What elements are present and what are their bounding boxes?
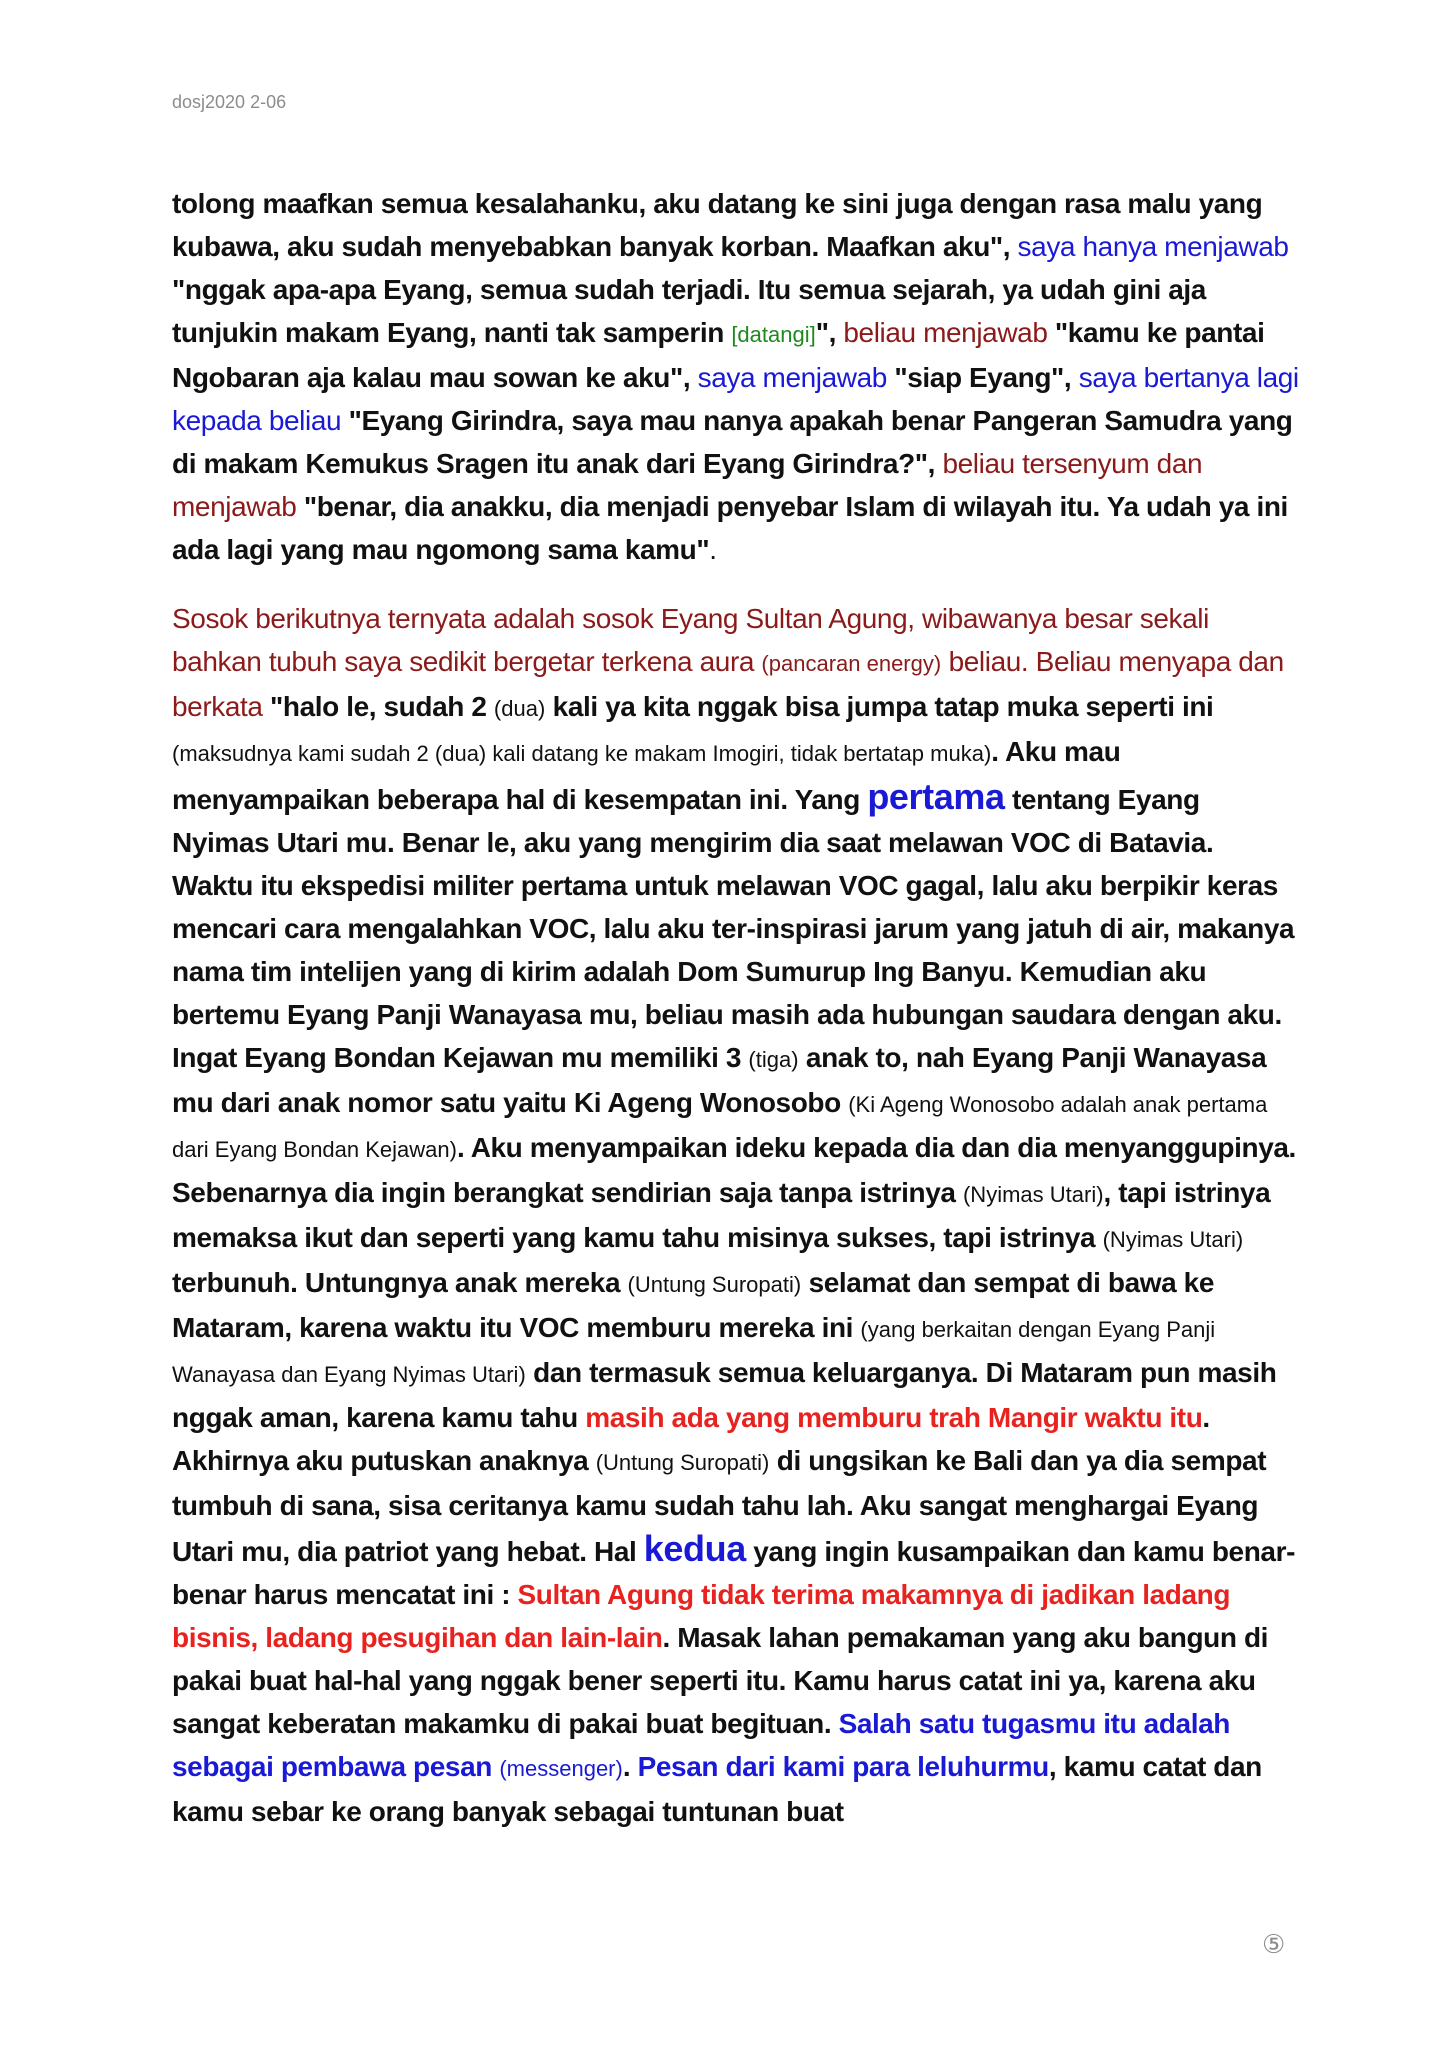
text-run: saya bertanya lagi kepada beliau <box>172 362 1299 436</box>
text-run: Sosok berikutnya ternyata adalah sosok Eyang Sultan Agung, wibawanya besar sekali bahkan tubuh saya sedikit bergetar terkena aura <box>172 603 1209 677</box>
text-run: "siap Eyang", <box>894 362 1079 393</box>
page-number: ⑤ <box>1262 1930 1286 1960</box>
text-run: [datangi] <box>731 322 816 347</box>
body-text <box>172 182 1300 1833</box>
text-run: tentang Eyang Nyimas Utari mu. Benar le, aku yang mengirim dia saat melawan VOC di Batavia. Waktu itu ekspedisi militer pertama untuk melawan VOC gagal, lalu aku berpikir keras mencari cara mengalahkan VOC, lalu aku ter-inspirasi jarum yang jatuh di air, makanya nama tim intelijen yang di kirim adalah Dom Sumurup Ing Banyu. Kemudian aku bertemu Eyang Panji Wanayasa mu, beliau masih ada hubungan saudara dengan aku. Ingat Eyang Bondan Kejawan mu memiliki 3 <box>172 784 1295 1073</box>
paragraph <box>172 182 1300 571</box>
text-run: selamat dan sempat di bawa ke Mataram, karena waktu itu VOC memburu mereka ini <box>172 1267 1215 1343</box>
text-run: (tiga) <box>748 1047 799 1072</box>
text-run: beliau. Beliau menyapa dan berkata <box>172 646 1284 722</box>
text-run: saya menjawab <box>697 362 895 393</box>
text-run: Salah satu tugasmu itu adalah sebagai pembawa pesan <box>172 1708 1230 1782</box>
text-run: . Masak lahan pemakaman yang aku bangun di pakai buat hal-hal yang nggak bener seperti itu. Kamu harus catat ini ya, karena aku sangat keberatan makamku di pakai buat begituan. <box>172 1622 1269 1739</box>
text-run: tolong maafkan semua kesalahanku, aku datang ke sini juga dengan rasa malu yang kubawa, aku sudah menyebabkan banyak korban. Maafkan aku", <box>172 188 1263 262</box>
text-run: kali ya kita nggak bisa jumpa tatap muka seperti ini <box>545 691 1214 722</box>
text-run: di ungsikan ke Bali dan ya dia sempat tumbuh di sana, sisa ceritanya kamu sudah tahu lah. Aku sangat menghargai Eyang Utari mu, dia patriot yang hebat. Hal <box>172 1445 1267 1567</box>
text-run: (Untung Suropati) <box>595 1450 770 1475</box>
text-run: , tapi istrinya memaksa ikut dan seperti yang kamu tahu misinya sukses, tapi istrinya <box>172 1177 1271 1253</box>
text-run: pertama <box>867 776 1005 817</box>
text-run: ", <box>815 317 844 348</box>
text-run: anak to, nah Eyang Panji Wanayasa mu dari anak nomor satu yaitu Ki Ageng Wonosobo <box>172 1042 1267 1118</box>
text-run: "nggak apa-apa Eyang, semua sudah terjadi. Itu semua sejarah, ya udah gini aja tunjukin makam Eyang, nanti tak samperin <box>172 274 1206 348</box>
text-run: (Ki Ageng Wonosobo adalah anak pertama dari Eyang Bondan Kejawan) <box>172 1092 1268 1162</box>
text-run: beliau tersenyum dan menjawab <box>172 448 1203 522</box>
text-run: yang ingin kusampaikan dan kamu benar-benar harus mencatat ini : <box>172 1536 1296 1610</box>
text-run: (yang berkaitan dengan Eyang Panji Wanayasa dan Eyang Nyimas Utari) <box>172 1317 1216 1387</box>
text-run: "kamu ke pantai Ngobaran aja kalau mau sowan ke aku", <box>172 317 1265 393</box>
text-run: (dua) <box>493 696 546 721</box>
text-run: , kamu catat dan kamu sebar ke orang banyak sebagai tuntunan buat <box>172 1751 1262 1827</box>
text-run: beliau menjawab <box>843 317 1055 348</box>
text-run: "Eyang Girindra, saya mau nanya apakah benar Pangeran Samudra yang di makam Kemukus Sragen itu anak dari Eyang Girindra?", <box>172 405 1293 479</box>
text-run: (Nyimas Utari) <box>962 1182 1104 1207</box>
text-run: masih ada yang memburu trah Mangir waktu itu <box>585 1402 1203 1433</box>
text-run: . Aku menyampaikan ideku kepada dia dan dia menyanggupinya. Sebenarnya dia ingin berangkat sendirian saja tanpa istrinya <box>172 1132 1296 1208</box>
text-run: . Akhirnya aku putuskan anaknya <box>172 1402 1210 1476</box>
text-run: (Nyimas Utari) <box>1102 1227 1244 1252</box>
text-run: . Aku mau menyampaikan beberapa hal di kesempatan ini. Yang <box>172 736 1121 815</box>
text-run: "halo le, sudah 2 <box>269 691 494 722</box>
text-run: (Untung Suropati) <box>627 1272 802 1297</box>
text-run: "benar, dia anakku, dia menjadi penyebar Islam di wilayah itu. Ya udah ya ini ada lagi yang mau ngomong sama kamu" <box>172 491 1288 565</box>
text-run: Sultan Agung tidak terima makamnya di jadikan ladang bisnis, ladang pesugihan dan lain-lain <box>172 1579 1231 1653</box>
paragraph <box>172 597 1300 1833</box>
text-run: (pancaran energy) <box>761 651 942 676</box>
text-run: kedua <box>643 1528 746 1569</box>
header-label: dosj2020 2-06 <box>172 92 287 112</box>
text-run: (maksudnya kami sudah 2 (dua) kali datang ke makam Imogiri, tidak bertatap muka) <box>172 741 992 766</box>
text-run: (messenger) <box>499 1756 623 1781</box>
text-run: saya hanya menjawab <box>1017 231 1289 262</box>
text-run: terbunuh. Untungnya anak mereka <box>172 1267 628 1298</box>
text-run: dan termasuk semua keluarganya. Di Mataram pun masih nggak aman, karena kamu tahu <box>172 1357 1277 1433</box>
text-run: . <box>709 534 717 565</box>
text-run: Pesan dari kami para leluhurmu <box>637 1751 1049 1782</box>
text-run: . <box>622 1751 638 1782</box>
